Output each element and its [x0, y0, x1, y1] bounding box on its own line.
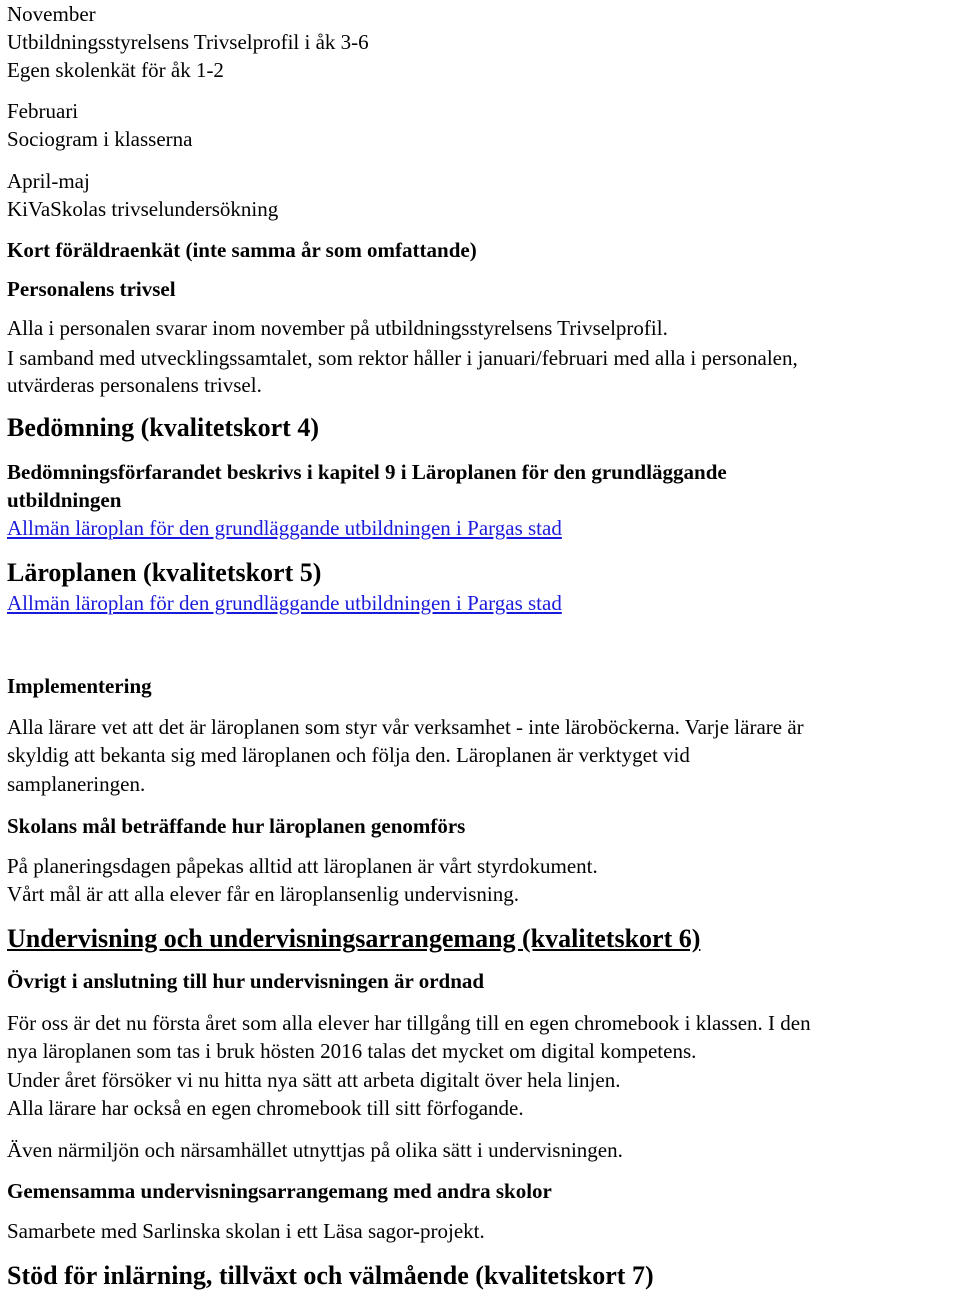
assessment-subheading: Bedömningsförfarandet beskrivs i kapitel 9 i Läroplanen för den grundläggande [7, 460, 727, 484]
paragraph-line: Samarbete med Sarlinska skolan i ett Läsa sagor-projekt. [7, 1219, 485, 1243]
survey-item: Utbildningsstyrelsens Trivselprofil i åk 3-6 [7, 30, 369, 54]
paragraph-line: Alla lärare vet att det är läroplanen som styr vår verksamhet - inte läroböckerna. Varje lärare är [7, 715, 804, 739]
paragraph-line: Även närmiljön och närsamhället utnyttjas på olika sätt i undervisningen. [7, 1138, 623, 1162]
survey-item: KiVaSkolas trivselundersökning [7, 197, 279, 221]
paragraph-line: nya läroplanen som tas i bruk hösten 2016 talas det mycket om digital kompetens. [7, 1039, 697, 1063]
paragraph-line: Vårt mål är att alla elever får en läroplansenlig undervisning. [7, 882, 519, 906]
month-april-maj: April-maj [7, 169, 90, 193]
month-februari: Februari [7, 99, 79, 123]
paragraph-line: Alla lärare har också en egen chromebook till sitt förfogande. [7, 1096, 524, 1120]
section-heading-stod: Stöd för inlärning, tillväxt och välmående (kvalitetskort 7) [7, 1261, 654, 1290]
paragraph-line: samplaneringen. [7, 772, 146, 796]
curriculum-link[interactable]: Allmän läroplan för den grundläggande utbildningen i Pargas stad [7, 516, 562, 540]
staff-wellbeing-heading: Personalens trivsel [7, 277, 176, 301]
paragraph-line: För oss är det nu första året som alla elever har tillgång till en egen chromebook i klassen. I den [7, 1011, 811, 1035]
curriculum-link[interactable]: Allmän läroplan för den grundläggande utbildningen i Pargas stad [7, 591, 562, 615]
survey-item: Egen skolenkät för åk 1-2 [7, 58, 224, 82]
paragraph-line: I samband med utvecklingssamtalet, som rektor håller i januari/februari med alla i personalen, [7, 346, 798, 370]
paragraph-line: Alla i personalen svarar inom november på utbildningsstyrelsens Trivselprofil. [7, 316, 668, 340]
section-heading-bedomning: Bedömning (kvalitetskort 4) [7, 413, 319, 442]
section-heading-laroplanen: Läroplanen (kvalitetskort 5) [7, 558, 322, 587]
paragraph-line: På planeringsdagen påpekas alltid att läroplanen är vårt styrdokument. [7, 854, 598, 878]
paragraph-line: utvärderas personalens trivsel. [7, 373, 262, 397]
survey-item: Sociogram i klasserna [7, 127, 193, 151]
parent-survey-heading: Kort föräldraenkät (inte samma år som omfattande) [7, 238, 477, 262]
teaching-other-heading: Övrigt i anslutning till hur undervisningen är ordnad [7, 969, 485, 993]
school-goals-heading: Skolans mål beträffande hur läroplanen genomförs [7, 814, 466, 838]
assessment-subheading: utbildningen [7, 488, 122, 512]
implementation-heading: Implementering [7, 674, 152, 698]
section-heading-undervisning: Undervisning och undervisningsarrangemang (kvalitetskort 6) [7, 924, 701, 953]
paragraph-line: skyldig att bekanta sig med läroplanen och följa den. Läroplanen är verktyget vid [7, 743, 690, 767]
month-november: November [7, 2, 96, 26]
joint-teaching-heading: Gemensamma undervisningsarrangemang med andra skolor [7, 1179, 552, 1203]
paragraph-line: Under året försöker vi nu hitta nya sätt att arbeta digitalt över hela linjen. [7, 1068, 621, 1092]
